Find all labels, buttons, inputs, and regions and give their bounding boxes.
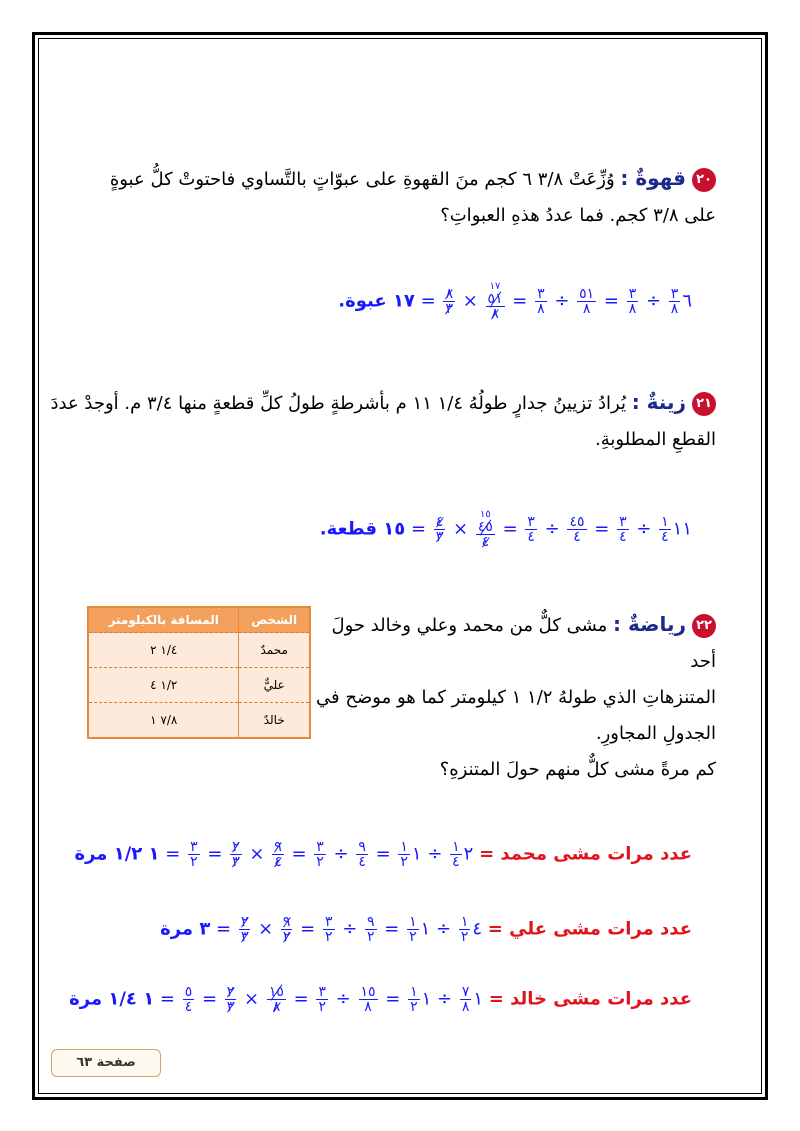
question-keyword: رياضةٌ : bbox=[613, 612, 686, 636]
answer-label: عدد مرات مشى خالد = bbox=[488, 988, 692, 1010]
table-row bbox=[88, 668, 310, 703]
table-cell-person: عليٌّ bbox=[239, 668, 310, 703]
question-number-badge: ٢٠ bbox=[692, 168, 716, 192]
answer-label: عدد مرات مشى محمد = bbox=[479, 843, 692, 865]
question-keyword: زينةٌ : bbox=[631, 390, 686, 414]
answer-ali: عدد مرات مشى علي = ٤ $\frac{١}{٢}$ ÷ ١ $\frac{١}{٢}$ = $\frac{٩}{٢}$ ÷ $\frac{٣}{٢}$ = $\frac{٩}{٢}$ × $\frac{٢}{٣}$ = ٣ مرة bbox=[160, 914, 692, 945]
table-row bbox=[88, 703, 310, 739]
distance-table bbox=[87, 606, 311, 739]
answer-khaled: عدد مرات مشى خالد = ١ $\frac{٧}{٨}$ ÷ ١ $\frac{١}{٢}$ = $\frac{١٥}{٨}$ ÷ $\frac{٣}{٢}$ = $\frac{١٥}{٨}$ × $\frac{٢}{٣}$ = $\frac{٥}{٤}$ = ١ ١/٤ مرة bbox=[69, 984, 692, 1015]
question-text-line3: الجدولِ المجاورِ. bbox=[595, 723, 716, 744]
table-header-distance: المسافة بالكيلومتر bbox=[88, 607, 239, 633]
question-text-line2: على ٣/٨ كجم. فما عددُ هذهِ العبواتِ؟ bbox=[440, 205, 716, 226]
question-20 bbox=[110, 160, 716, 234]
answer-21: ١١ $\frac{١}{٤}$ ÷ $\frac{٣}{٤}$ = $\frac{٤٥}{٤}$ ÷ $\frac{٣}{٤}$ = ١٥ ٤٥ ٤ × $\frac{٤}{٣}$ = ١٥ قطعة. bbox=[319, 509, 692, 550]
question-22 bbox=[316, 606, 716, 788]
table-cell-distance: ٧/٨ ١ bbox=[88, 703, 239, 739]
question-text-line1: وُزِّعَتْ ٣/٨ ٦ كجم منَ القهوةِ على عبوّاتٍ بالتَّساوي فاحتوتْ كلُّ عبوةٍ bbox=[109, 169, 615, 190]
table-row bbox=[88, 633, 310, 668]
answer-result: ١٥ قطعة. bbox=[319, 518, 406, 540]
answer-label: عدد مرات مشى علي = bbox=[487, 918, 692, 940]
table-cell-person: خالدٌ bbox=[239, 703, 310, 739]
question-text-line2: المتنزهاتِ الذي طولهُ ١/٢ ١ كيلومتر كما هو موضح في bbox=[316, 687, 716, 708]
answer-result: ١٧ عبوة. bbox=[338, 290, 415, 312]
question-text-line1: يُرادُ تزيينُ جدارٍ طولُهُ ١/٤ ١١ م بأشرطةٍ طولُ كلِّ قطعةٍ منها ٣/٤ م. أوجدْ عددَ bbox=[50, 393, 626, 414]
table-cell-person: محمدٌ bbox=[239, 633, 310, 668]
answer-result: ١ ١/٢ مرة bbox=[74, 843, 160, 865]
table-header-person: الشخص bbox=[239, 607, 310, 633]
question-text-line2: القطعِ المطلوبةِ. bbox=[595, 429, 716, 450]
answer-20: ٦ $\frac{٣}{٨}$ ÷ $\frac{٣}{٨}$ = $\frac{٥١}{٨}$ ÷ $\frac{٣}{٨}$ = ١٧ ٥١ ٨ × $\frac{٨}{٣}$ = ١٧ عبوة. bbox=[338, 281, 692, 322]
question-text-line4: كم مرةً مشى كلٌّ منهم حولَ المتنزهِ؟ bbox=[439, 759, 716, 780]
table-cell-distance: ١/٢ ٤ bbox=[88, 668, 239, 703]
question-text-line1: مشى كلٌّ من محمد وعلي وخالد حولَ أحد bbox=[331, 615, 716, 672]
question-number-badge: ٢٢ bbox=[692, 614, 716, 638]
answer-result: ٣ مرة bbox=[160, 918, 211, 940]
question-keyword: قهوةٌ : bbox=[620, 166, 686, 190]
table-cell-distance: ١/٤ ٢ bbox=[88, 633, 239, 668]
question-number-badge: ٢١ bbox=[692, 392, 716, 416]
answer-mohammed: عدد مرات مشى محمد = ٢ $\frac{١}{٤}$ ÷ ١ $\frac{١}{٢}$ = $\frac{٩}{٤}$ ÷ $\frac{٣}{٢}$ = $\frac{٩}{٤}$ × $\frac{٢}{٣}$ = $\frac{٣}{٢}$ = ١ ١/٢ مرة bbox=[74, 839, 692, 870]
question-21 bbox=[50, 384, 716, 458]
answer-result: ١ ١/٤ مرة bbox=[69, 988, 155, 1010]
page-number-tag: صفحة ٦٣ bbox=[51, 1049, 161, 1077]
